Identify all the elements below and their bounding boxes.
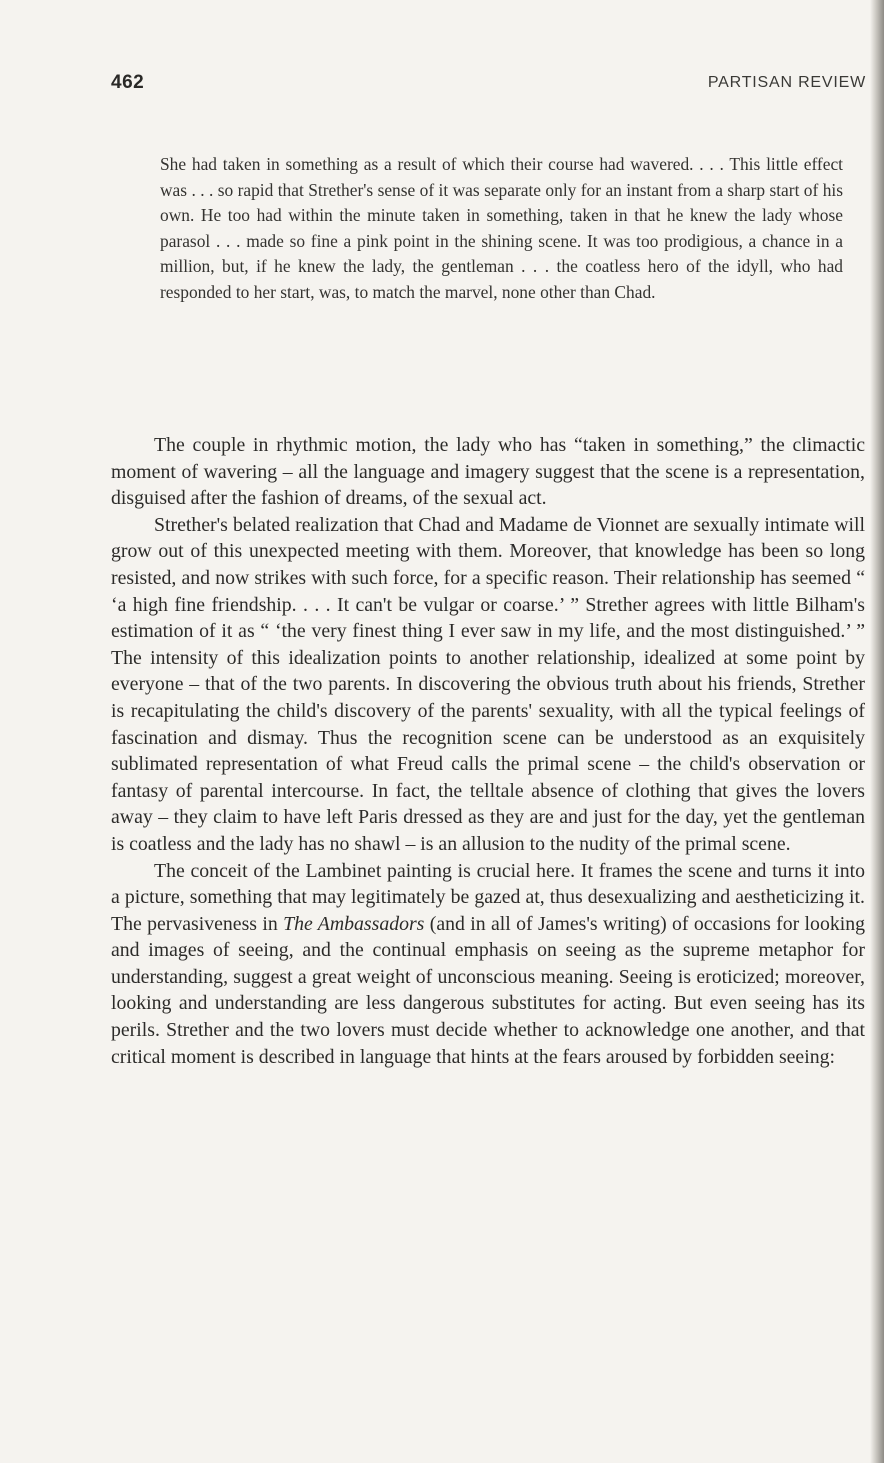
page-edge-shadow <box>870 0 884 1463</box>
paragraph-2-text: Strether's belated realization that Chad and Madame de Vionnet are sexually intimate will grow out of this unexpected meeting with them. Moreover, that knowledge has been so long resisted, and now strikes with such force, for a specific reason. Their relationship has seemed “ ‘a high fine friendship. . . . It can't be vulgar or coarse.’ ” Strether agrees with little Bilham's estimation of it as “ ‘the very finest thing I ever saw in my life, and the most distinguished.’ ” The intensity of this idealization points to another relationship, idealized at some point by everyone – that of the two parents. In discovering the obvious truth about his friends, Strether is recapitulating the child's discovery of the parents' sexuality, with all the typical feelings of fascination and dismay. Thus the recognition scene can be understood as an exquisitely sublimated representation of what Freud calls the primal scene – the child's observation or fantasy of parental intercourse. In fact, the telltale absence of clothing that gives the lovers away – they claim to have left Paris dressed as they are and just for the day, yet the gentleman is coatless and the lady has no shawl – is an allusion to the nudity of the primal scene. <box>111 513 865 855</box>
body-text <box>111 432 865 1070</box>
running-head: PARTISAN REVIEW <box>707 74 866 91</box>
paragraph-1 <box>111 432 865 512</box>
page-number: 462 <box>111 72 145 93</box>
block-quote-text: She had taken in something as a result of which their course had wavered. . . . This little effect was . . . so rapid that Strether's sense of it was separate only for an instant from a sharp start of his own. He too had within the minute taken in something, taken in that he knew the lady whose parasol . . . made so fine a pink point in the shining scene. It was too prodigious, a chance in a million, but, if he knew the lady, the gentleman . . . the coatless hero of the idyll, who had responded to her start, was, to match the marvel, none other than Chad. <box>160 154 843 302</box>
paragraph-3-text-end: (and in all of James's writing) of occasions for looking and images of seeing, and the continual emphasis on seeing as the supreme metaphor for understanding, suggest a great weight of unconscious meaning. Seeing is eroticized; moreover, looking and understanding are less dangerous substitutes for acting. But even seeing has its perils. Strether and the two lovers must decide whether to acknowledge one another, and that critical moment is described in language that hints at the fears aroused by forbidden seeing: <box>111 912 866 1068</box>
page-header <box>111 72 866 102</box>
block-quote <box>160 152 843 306</box>
paragraph-3 <box>111 858 865 1071</box>
paragraph-1-text: The couple in rhythmic motion, the lady who has “taken in something,” the climactic moment of wavering – all the language and imagery suggest that the scene is a representation, disguised after the fashion of dreams, of the sexual act. <box>111 434 865 510</box>
paragraph-2 <box>111 512 865 858</box>
book-title-italic: The Ambassadors <box>283 912 425 935</box>
paragraph-3-text-start: The conceit of the Lambinet painting is crucial here. It frames the scene and turns it into a picture, something that may legitimately be gazed at, thus desexualizing and aestheticizing it. The pervasiveness in <box>111 859 865 935</box>
